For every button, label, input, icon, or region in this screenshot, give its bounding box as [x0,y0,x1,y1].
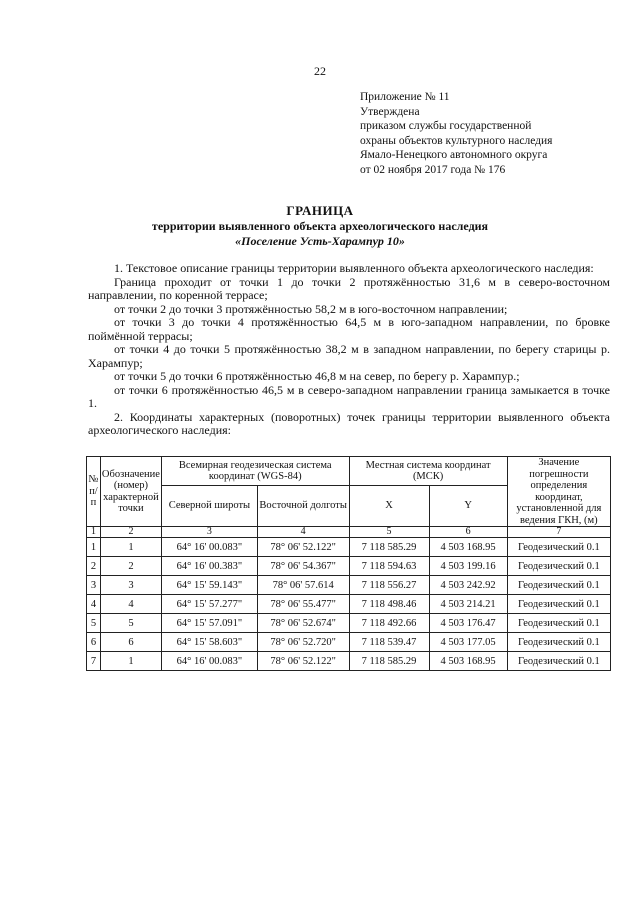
approval-line: Ямало-Ненецкого автономного округа [360,149,548,161]
paragraph: от точки 3 до точки 4 протяжённостью 64,5 м в юго-западном направлении, по бровке поймённой террасы; [88,315,610,343]
cell-y: 4 503 168.95 [429,538,507,557]
table-row [87,595,611,614]
table-row [87,557,611,576]
paragraph: Граница проходит от точки 1 до точки 2 протяжённостью 31,6 м в северо-восточном направлении, по коренной террасе; [88,274,610,302]
page-number: 22 [314,64,326,78]
header-point: Обозначение (номер) характерной точки [100,457,161,527]
column-number: 6 [429,527,507,538]
table-row [87,652,611,671]
cell-longitude: 78° 06' 52.122" [257,652,349,671]
header-x: X [349,486,429,527]
header-lon: Восточной долготы [257,486,349,527]
column-number: 2 [100,527,161,538]
cell-point: 5 [100,614,161,633]
cell-longitude: 78° 06' 57.614 [257,576,349,595]
body-text [88,262,610,438]
paragraph: от точки 5 до точки 6 протяжённостью 46,8 м на север, по берегу р. Харампур.; [114,369,520,383]
cell-accuracy: Геодезический 0.1 [507,614,610,633]
cell-num: 3 [87,576,101,595]
cell-x: 7 118 556.27 [349,576,429,595]
column-number: 5 [349,527,429,538]
header-y: Y [429,486,507,527]
approval-line: от 02 ноября 2017 года № 176 [360,163,506,176]
cell-y: 4 503 176.47 [429,614,507,633]
cell-latitude: 64° 16' 00.383" [161,557,257,576]
cell-longitude: 78° 06' 52.122" [257,538,349,557]
cell-point: 4 [100,595,161,614]
cell-point: 1 [100,538,161,557]
cell-accuracy: Геодезический 0.1 [507,576,610,595]
cell-y: 4 503 214.21 [429,595,507,614]
cell-point: 6 [100,633,161,652]
column-number: 4 [257,527,349,538]
title-subtitle: территории выявленного объекта археологического наследия [151,219,489,233]
cell-longitude: 78° 06' 54.367" [257,557,349,576]
cell-num: 5 [87,614,101,633]
document-title [80,203,560,249]
cell-x: 7 118 594.63 [349,557,429,576]
table-row [87,576,611,595]
cell-longitude: 78° 06' 52.720" [257,633,349,652]
paragraph: от точки 2 до точки 3 протяжённостью 58,2 м в юго-восточном направлении; [114,301,508,316]
column-number: 7 [507,527,610,538]
cell-y: 4 503 242.92 [429,576,507,595]
cell-latitude: 64° 15' 57.091" [161,614,257,633]
cell-point: 2 [100,557,161,576]
cell-point: 1 [100,652,161,671]
paragraph: 1. Текстовое описание границы территории выявленного объекта археологического наследия: [114,261,594,275]
cell-num: 7 [87,652,101,671]
cell-x: 7 118 539.47 [349,633,429,652]
paragraph: 2. Координаты характерных (поворотных) точек границы территории выявленного объекта археологического наследия: [88,409,610,437]
cell-accuracy: Геодезический 0.1 [507,633,610,652]
cell-accuracy: Геодезический 0.1 [507,557,610,576]
approval-line: охраны объектов культурного наследия [360,134,553,147]
cell-y: 4 503 168.95 [429,652,507,671]
column-number: 1 [87,527,101,538]
header-lat: Северной широты [161,486,257,527]
cell-accuracy: Геодезический 0.1 [507,652,610,671]
cell-point: 3 [100,576,161,595]
cell-accuracy: Геодезический 0.1 [507,595,610,614]
header-msk: Местная система координат (МСК) [349,457,507,486]
cell-y: 4 503 199.16 [429,557,507,576]
title-object-name: «Поселение Усть-Харампур 10» [235,234,405,248]
cell-num: 4 [87,595,101,614]
cell-latitude: 64° 15' 57.277" [161,595,257,614]
cell-x: 7 118 498.46 [349,595,429,614]
cell-x: 7 118 585.29 [349,652,429,671]
header-accuracy: Значение погрешности определения координат, установленной для ведения ГКН, (м) [507,457,610,527]
cell-latitude: 64° 16' 00.083" [161,538,257,557]
approval-line: Утверждена [360,105,420,118]
column-number: 3 [161,527,257,538]
cell-longitude: 78° 06' 52.674" [257,614,349,633]
cell-num: 2 [87,557,101,576]
header-wgs: Всемирная геодезическая система координат (WGS-84) [161,457,349,486]
table-row [87,633,611,652]
paragraph: от точки 6 протяжённостью 46,5 м в северо-западном направлении граница замыкается в точке 1. [88,382,610,410]
cell-latitude: 64° 15' 59.143" [161,576,257,595]
title-main: ГРАНИЦА [286,203,354,218]
table-row [87,614,611,633]
cell-y: 4 503 177.05 [429,633,507,652]
cell-num: 1 [87,538,101,557]
approval-line: приказом службы государственной [360,120,532,132]
paragraph: от точки 4 до точки 5 протяжённостью 38,2 м в западном направлении, по берегу старицы р. Харампур; [88,342,610,370]
approval-block [360,90,552,177]
table-row [87,538,611,557]
cell-latitude: 64° 15' 58.603" [161,633,257,652]
cell-latitude: 64° 16' 00.083" [161,652,257,671]
cell-longitude: 78° 06' 55.477" [257,595,349,614]
cell-num: 6 [87,633,101,652]
coordinates-table [86,456,611,671]
cell-x: 7 118 492.66 [349,614,429,633]
cell-x: 7 118 585.29 [349,538,429,557]
approval-line: Приложение № 11 [360,91,450,103]
header-num: № п/п [87,457,101,527]
cell-accuracy: Геодезический 0.1 [507,538,610,557]
